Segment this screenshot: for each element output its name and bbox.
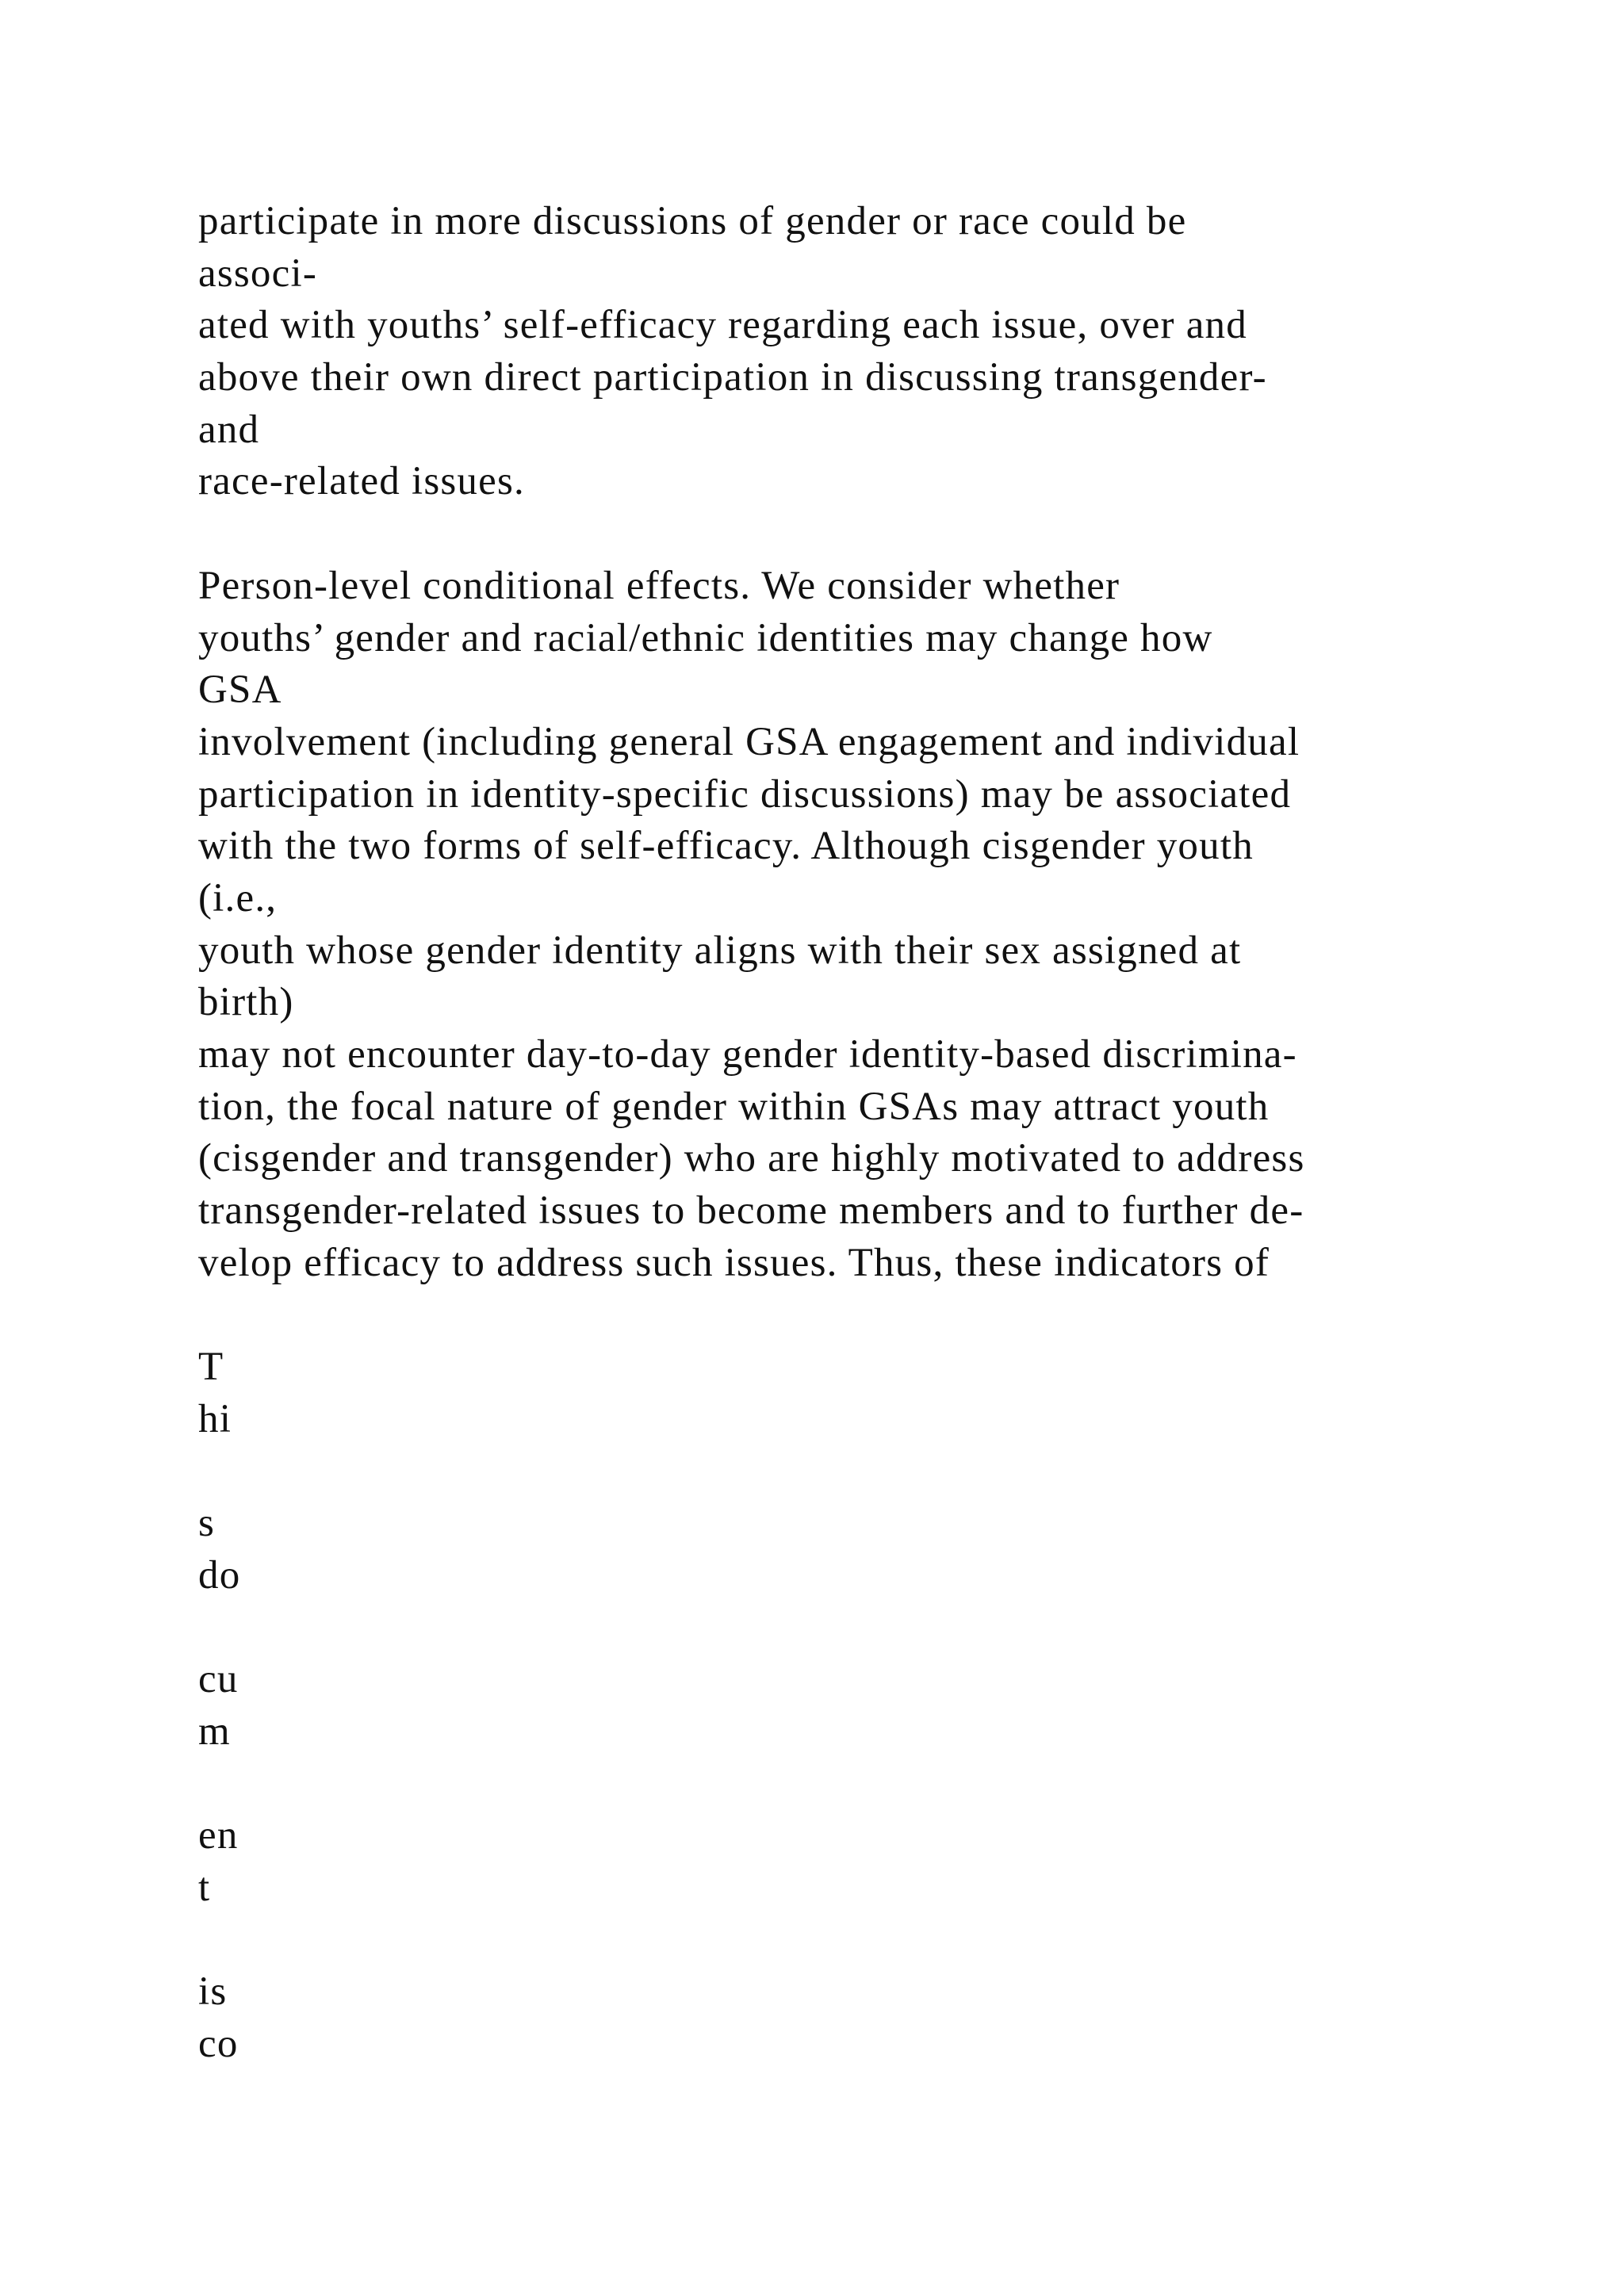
blank-line [198, 1758, 1610, 1811]
text-line: hi [198, 1396, 232, 1441]
body-text [198, 196, 1610, 2071]
text-line: and [198, 407, 260, 452]
text-line: youth whose gender identity aligns with their sex assigned at [198, 928, 1242, 973]
text-line: may not encounter day-to-day gender identity-based discrimina- [198, 1032, 1297, 1077]
text-line: GSA [198, 668, 282, 713]
blank-line [198, 1915, 1610, 1967]
text-line: participation in identity-specific discussions) may be associated [198, 771, 1292, 817]
text-line: Person-level conditional effects. We consider whether [198, 563, 1120, 608]
blank-line [198, 1446, 1610, 1498]
text-line: t [198, 1866, 211, 1910]
blank-line [198, 1289, 1610, 1341]
text-line: tion, the focal nature of gender within GSAs may attract youth [198, 1084, 1270, 1129]
text-line: youths’ gender and racial/ethnic identities may change how [198, 615, 1213, 660]
text-line: participate in more discussions of gender or race could be [198, 199, 1187, 243]
text-line: m [198, 1709, 231, 1754]
text-line: T [198, 1345, 224, 1390]
text-line: is [198, 1969, 228, 2015]
text-line: with the two forms of self-efficacy. Although cisgender youth [198, 824, 1254, 869]
text-line: transgender-related issues to become members and to further de- [198, 1188, 1304, 1234]
blank-line [198, 1602, 1610, 1655]
text-line: race-related issues. [198, 459, 525, 504]
text-line: cu [198, 1657, 239, 1702]
text-line: above their own direct participation in discussing transgender- [198, 355, 1267, 400]
text-line: do [198, 1552, 241, 1598]
text-line: birth) [198, 980, 294, 1025]
text-line: co [198, 2022, 239, 2067]
text-line: ated with youths’ self-efficacy regarding each issue, over and [198, 303, 1247, 348]
text-line: involvement (including general GSA engagement and individual [198, 719, 1300, 764]
text-line: associ- [198, 251, 318, 296]
text-line: (i.e., [198, 875, 278, 920]
text-line: (cisgender and transgender) who are highly motivated to address [198, 1136, 1305, 1181]
text-line: en [198, 1813, 239, 1858]
text-line: velop efficacy to address such issues. Thus, these indicators of [198, 1240, 1270, 1285]
blank-line [198, 508, 1610, 561]
text-line: s [198, 1501, 216, 1546]
